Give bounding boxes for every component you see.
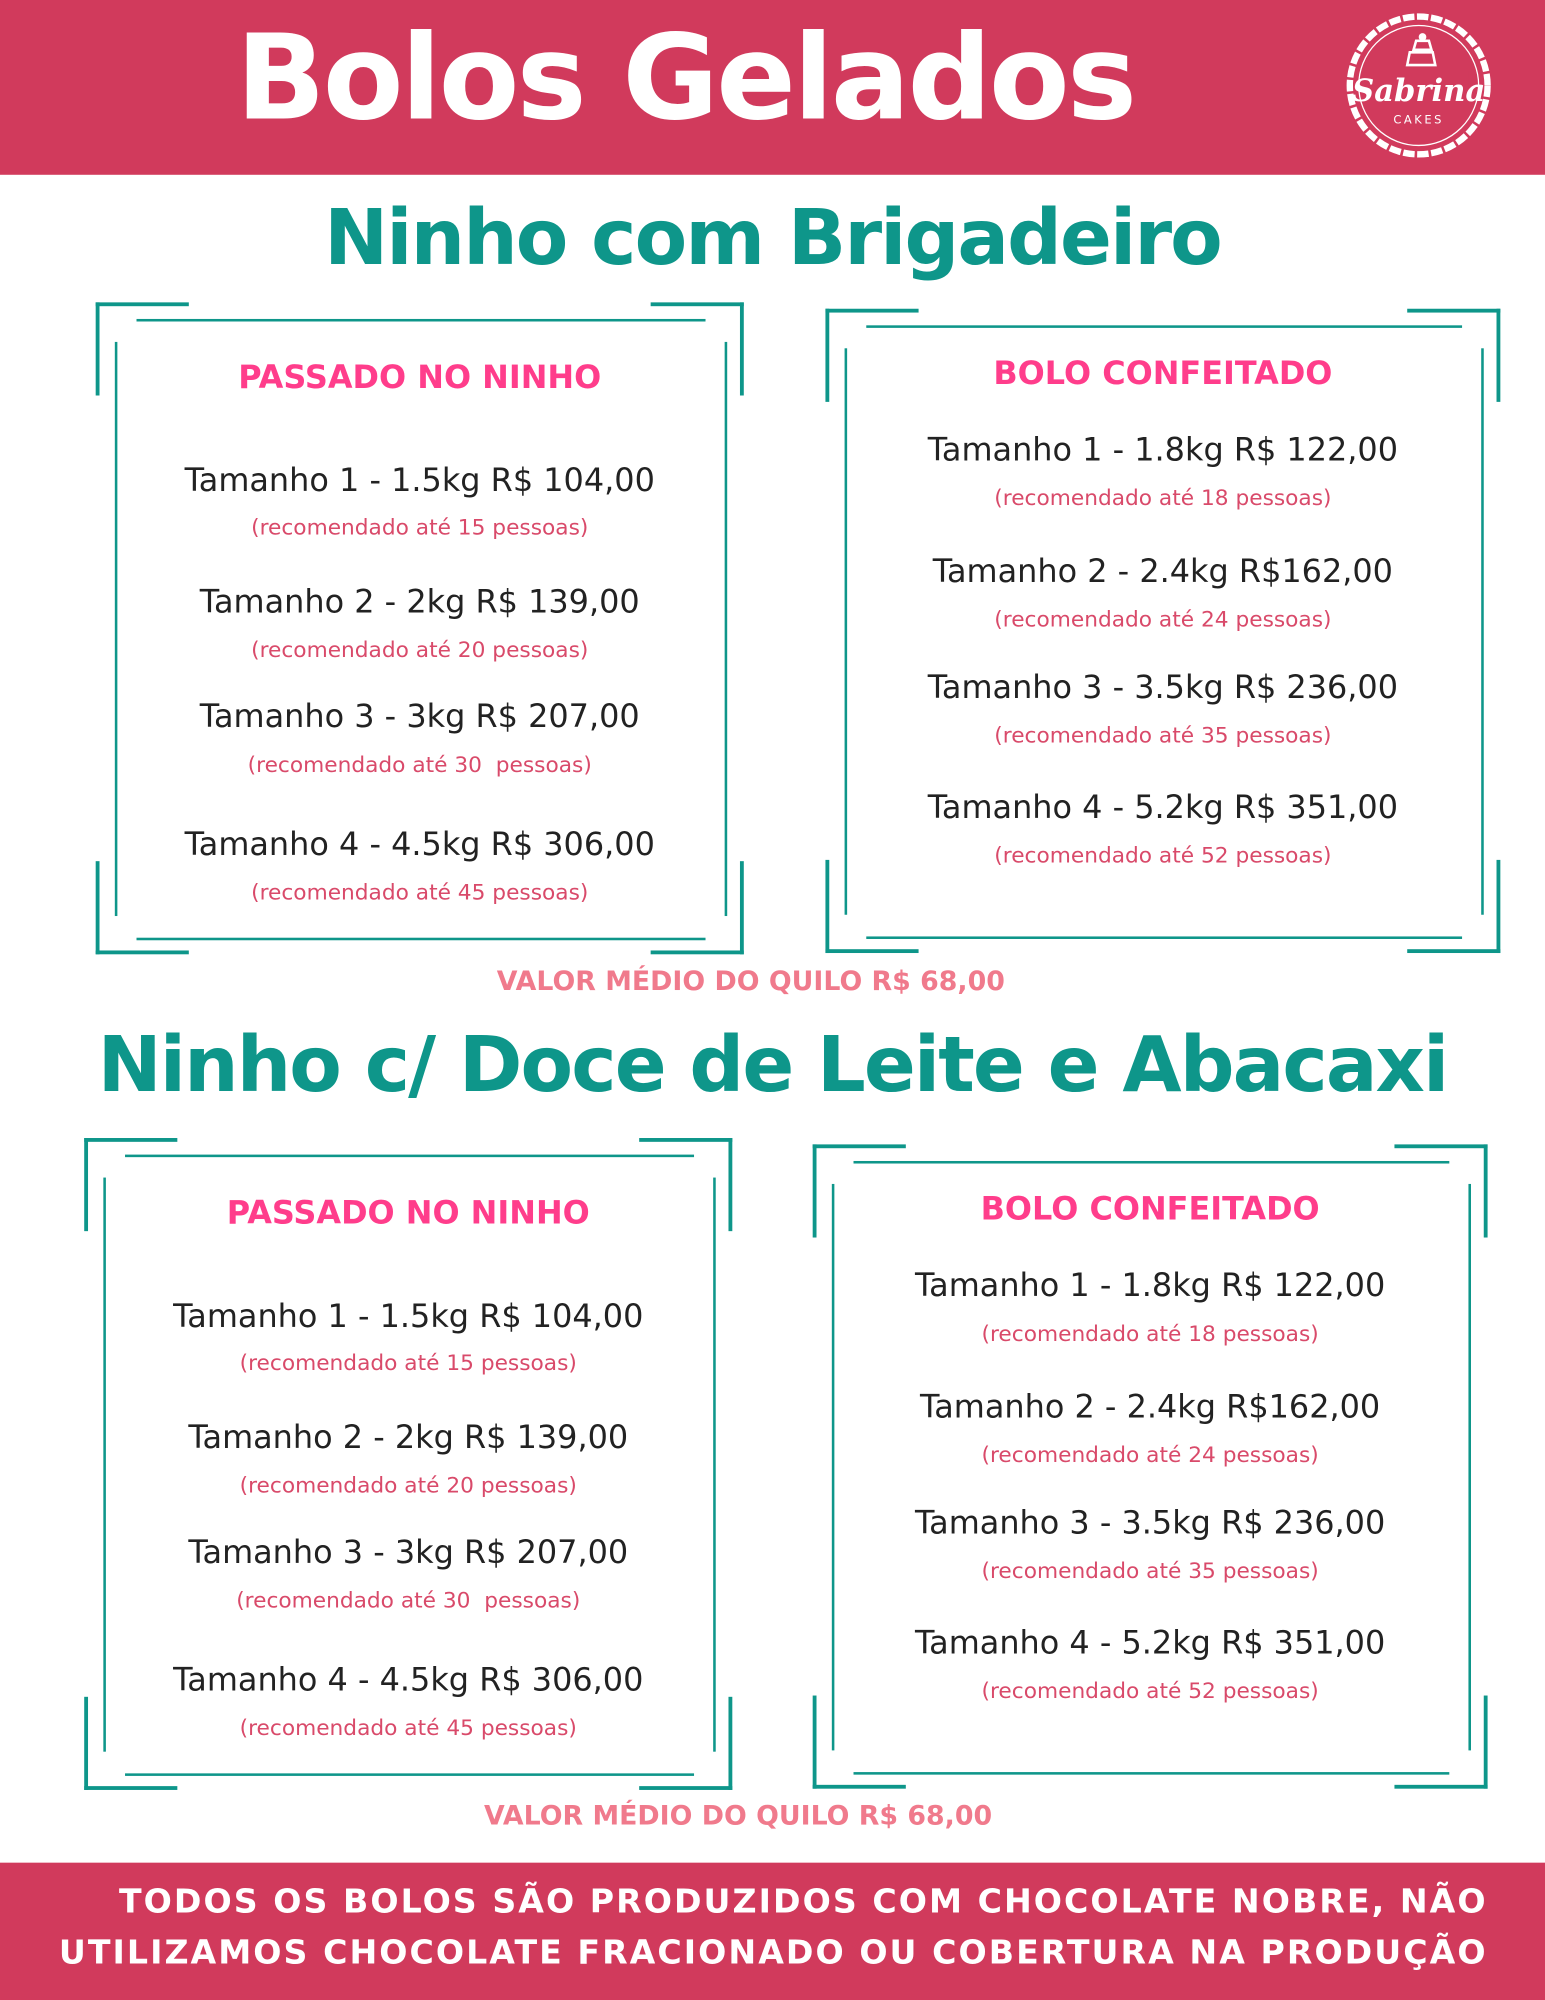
size-price: Tamanho 1 - 1.5kg R$ 104,00 xyxy=(184,461,655,499)
box-heading: PASSADO NO NINHO xyxy=(238,358,602,396)
box-heading: PASSADO NO NINHO xyxy=(226,1194,590,1232)
page-title: Bolos Gelados xyxy=(236,10,1135,147)
section-title: Ninho c/ Doce de Leite e Abacaxi xyxy=(97,1020,1448,1110)
size-note: (recomendado até 45 pessoas) xyxy=(251,880,589,906)
price-box-confeitado xyxy=(825,309,1500,953)
size-price: Tamanho 4 - 4.5kg R$ 306,00 xyxy=(184,825,655,863)
size-note: (recomendado até 20 pessoas) xyxy=(239,1473,577,1500)
size-note: (recomendado até 52 pessoas) xyxy=(981,1678,1319,1705)
size-note: (recomendado até 45 pessoas) xyxy=(239,1715,577,1742)
size-price: Tamanho 4 - 5.2kg R$ 351,00 xyxy=(914,1624,1386,1662)
size-price: Tamanho 2 - 2kg R$ 139,00 xyxy=(188,1418,629,1456)
size-note: (recomendado até 24 pessoas) xyxy=(994,607,1332,633)
size-price: Tamanho 3 - 3kg R$ 207,00 xyxy=(188,1533,629,1571)
size-note: (recomendado até 35 pessoas) xyxy=(981,1559,1319,1585)
average-kilo-price: VALOR MÉDIO DO QUILO R$ 68,00 xyxy=(496,965,1005,997)
size-price: Tamanho 3 - 3.5kg R$ 236,00 xyxy=(927,668,1399,706)
size-note: (recomendado até 15 pessoas) xyxy=(239,1351,577,1377)
size-note: (recomendado até 15 pessoas) xyxy=(251,515,589,541)
svg-text:Sabrina: Sabrina xyxy=(1352,72,1486,109)
footer-banner xyxy=(0,1863,1545,2000)
section-title: Ninho com Brigadeiro xyxy=(324,193,1221,284)
box-heading: BOLO CONFEITADO xyxy=(993,354,1333,392)
average-kilo-price: VALOR MÉDIO DO QUILO R$ 68,00 xyxy=(483,1800,993,1831)
size-note: (recomendado até 30 pessoas) xyxy=(236,1588,581,1614)
size-note: (recomendado até 18 pessoas) xyxy=(981,1321,1319,1348)
size-price: Tamanho 2 - 2.4kg R$162,00 xyxy=(920,1388,1381,1426)
size-note: (recomendado até 18 pessoas) xyxy=(994,486,1332,512)
footer-line: TODOS OS BOLOS SÃO PRODUZIDOS COM CHOCOLATE NOBRE, NÃO xyxy=(119,1883,1488,1922)
sabrina-cakes-logo xyxy=(1343,11,1494,159)
footer-line: UTILIZAMOS CHOCOLATE FRACIONADO OU COBERTURA NA PRODUÇÃO xyxy=(58,1934,1488,1973)
svg-text:CAKES: CAKES xyxy=(1393,112,1445,127)
size-price: Tamanho 2 - 2.4kg R$162,00 xyxy=(932,552,1393,590)
size-note: (recomendado até 35 pessoas) xyxy=(994,723,1332,749)
box-heading: BOLO CONFEITADO xyxy=(980,1190,1320,1228)
size-note: (recomendado até 20 pessoas) xyxy=(251,637,589,664)
price-box-confeitado xyxy=(813,1144,1488,1788)
size-note: (recomendado até 52 pessoas) xyxy=(994,843,1332,869)
size-price: Tamanho 1 - 1.5kg R$ 104,00 xyxy=(173,1297,644,1335)
size-price: Tamanho 4 - 4.5kg R$ 306,00 xyxy=(173,1661,644,1699)
size-price: Tamanho 1 - 1.8kg R$ 122,00 xyxy=(914,1266,1386,1304)
size-price: Tamanho 3 - 3.5kg R$ 236,00 xyxy=(914,1504,1386,1542)
size-note: (recomendado até 30 pessoas) xyxy=(247,752,592,779)
size-price: Tamanho 1 - 1.8kg R$ 122,00 xyxy=(927,431,1399,469)
size-price: Tamanho 4 - 5.2kg R$ 351,00 xyxy=(927,788,1399,826)
header-banner xyxy=(0,0,1545,175)
size-price: Tamanho 3 - 3kg R$ 207,00 xyxy=(199,697,640,735)
price-box-passado xyxy=(96,302,744,954)
size-note: (recomendado até 24 pessoas) xyxy=(981,1442,1319,1469)
size-price: Tamanho 2 - 2kg R$ 139,00 xyxy=(199,583,640,621)
price-box-passado xyxy=(84,1138,732,1790)
